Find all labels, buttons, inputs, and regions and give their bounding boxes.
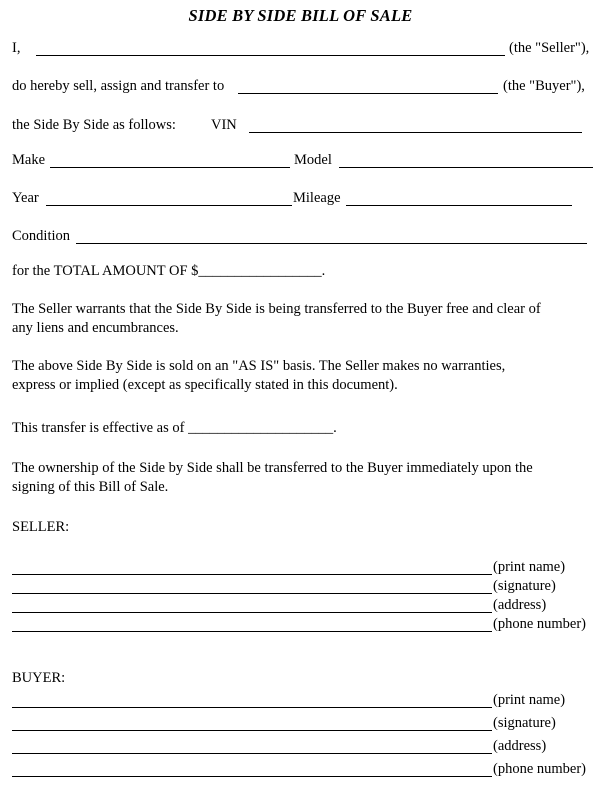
warranty-paragraph xyxy=(12,300,592,338)
document-title: SIDE BY SIDE BILL OF SALE xyxy=(188,6,413,25)
condition-label: Condition xyxy=(12,228,71,244)
year-label: Year xyxy=(12,190,39,206)
buyer-phone-field[interactable] xyxy=(12,776,492,777)
buyer-name-field[interactable] xyxy=(238,93,498,94)
model-field[interactable] xyxy=(339,167,593,168)
amount-row xyxy=(12,263,325,280)
seller-phone-field[interactable] xyxy=(12,631,492,632)
amount-label: for the TOTAL AMOUNT OF $ xyxy=(12,263,199,279)
ownership-line-2: signing of this Bill of Sale. xyxy=(12,479,169,495)
seller-phone-label: (phone number) xyxy=(493,616,587,632)
year-field[interactable] xyxy=(46,205,292,206)
model-label: Model xyxy=(294,152,332,168)
condition-field[interactable] xyxy=(76,243,587,244)
amount-suffix: . xyxy=(321,263,326,279)
make-label: Make xyxy=(12,152,46,168)
follows-label: the Side By Side as follows: xyxy=(12,117,176,133)
effective-date-field[interactable]: ____________________ xyxy=(188,420,334,436)
vin-label: VIN xyxy=(211,117,237,133)
buyer-print-name-label: (print name) xyxy=(493,692,566,708)
mileage-field[interactable] xyxy=(346,205,572,206)
buyer-heading: BUYER: xyxy=(12,670,66,686)
effective-prefix: This transfer is effective as of xyxy=(12,420,185,436)
seller-print-name-label: (print name) xyxy=(493,559,566,575)
vin-field[interactable] xyxy=(249,132,582,133)
warranty-line-1: The Seller warrants that the Side By Side is being transferred to the Buyer free and clear of xyxy=(12,301,541,317)
seller-name-field[interactable] xyxy=(36,55,505,56)
buyer-suffix: (the "Buyer"), xyxy=(503,78,585,94)
seller-signature-field[interactable] xyxy=(12,593,492,594)
buyer-signature-field[interactable] xyxy=(12,730,492,731)
buyer-address-label: (address) xyxy=(493,738,547,754)
warranty-line-2: any liens and encumbrances. xyxy=(12,320,179,336)
seller-signature-label: (signature) xyxy=(493,578,556,594)
make-field[interactable] xyxy=(50,167,290,168)
seller-address-field[interactable] xyxy=(12,612,492,613)
effective-suffix: . xyxy=(333,420,337,436)
mileage-label: Mileage xyxy=(293,190,341,206)
as-is-line-1: The above Side By Side is sold on an "AS IS" basis. The Seller makes no warranties, xyxy=(12,358,506,374)
ownership-line-1: The ownership of the Side by Side shall be transferred to the Buyer immediately upon the xyxy=(12,460,533,476)
transfer-label: do hereby sell, assign and transfer to xyxy=(12,78,225,94)
effective-row xyxy=(12,419,592,438)
i-label: I, xyxy=(12,40,21,56)
seller-print-name-field[interactable] xyxy=(12,574,492,575)
ownership-paragraph xyxy=(12,459,592,497)
seller-address-label: (address) xyxy=(493,597,547,613)
as-is-line-2: express or implied (except as specifically stated in this document). xyxy=(12,377,398,393)
seller-heading: SELLER: xyxy=(12,519,70,535)
amount-field[interactable]: _________________ xyxy=(198,263,322,279)
seller-suffix: (the "Seller"), xyxy=(509,40,590,56)
as-is-paragraph xyxy=(12,357,592,395)
buyer-print-name-field[interactable] xyxy=(12,707,492,708)
buyer-address-field[interactable] xyxy=(12,753,492,754)
buyer-signature-label: (signature) xyxy=(493,715,556,731)
buyer-phone-label: (phone number) xyxy=(493,761,587,777)
